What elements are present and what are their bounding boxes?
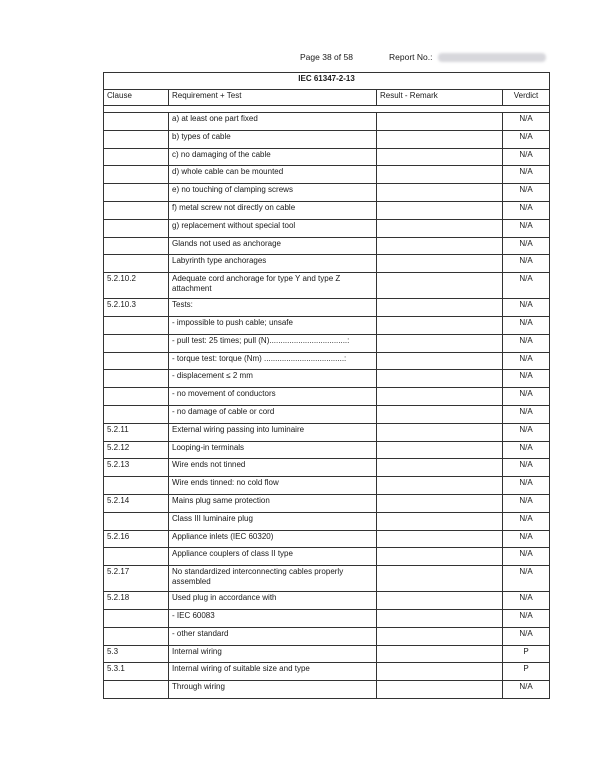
- verdict-cell: N/A: [503, 334, 550, 352]
- requirement-cell: Appliance inlets (IEC 60320): [169, 530, 377, 548]
- requirement-cell: Internal wiring of suitable size and type: [169, 663, 377, 681]
- verdict-cell: N/A: [503, 459, 550, 477]
- table-row: [104, 663, 550, 681]
- requirement-cell: - torque test: torque (Nm) ....................................:: [169, 352, 377, 370]
- clause-cell: [104, 352, 169, 370]
- spacer-row: [104, 106, 550, 113]
- verdict-cell: N/A: [503, 166, 550, 184]
- clause-cell: 5.2.18: [104, 592, 169, 610]
- verdict-cell: N/A: [503, 273, 550, 299]
- verdict-cell: N/A: [503, 477, 550, 495]
- result-cell: [377, 237, 503, 255]
- requirement-cell: - displacement ≤ 2 mm: [169, 370, 377, 388]
- verdict-cell: N/A: [503, 592, 550, 610]
- standard-title: IEC 61347-2-13: [104, 73, 550, 90]
- clause-cell: 5.3: [104, 645, 169, 663]
- table-row: [104, 299, 550, 317]
- requirement-cell: e) no touching of clamping screws: [169, 184, 377, 202]
- clause-cell: [104, 627, 169, 645]
- requirement-cell: Tests:: [169, 299, 377, 317]
- verdict-cell: N/A: [503, 299, 550, 317]
- result-cell: [377, 273, 503, 299]
- clause-cell: [104, 113, 169, 131]
- result-cell: [377, 113, 503, 131]
- table-row: [104, 494, 550, 512]
- verdict-cell: N/A: [503, 548, 550, 566]
- requirement-cell: g) replacement without special tool: [169, 219, 377, 237]
- verdict-cell: N/A: [503, 316, 550, 334]
- verdict-cell: N/A: [503, 494, 550, 512]
- clause-cell: [104, 201, 169, 219]
- table-row: [104, 334, 550, 352]
- requirement-cell: - IEC 60083: [169, 609, 377, 627]
- clause-cell: 5.2.14: [104, 494, 169, 512]
- requirement-cell: Mains plug same protection: [169, 494, 377, 512]
- verdict-cell: N/A: [503, 681, 550, 699]
- requirement-cell: Labyrinth type anchorages: [169, 255, 377, 273]
- clause-cell: 5.2.11: [104, 423, 169, 441]
- table-row: [104, 273, 550, 299]
- table-row: [104, 316, 550, 334]
- clause-cell: [104, 609, 169, 627]
- requirement-cell: a) at least one part fixed: [169, 113, 377, 131]
- test-report-table: [103, 72, 550, 699]
- result-cell: [377, 316, 503, 334]
- clause-cell: [104, 184, 169, 202]
- column-header-row: [104, 90, 550, 106]
- clause-cell: [104, 548, 169, 566]
- table-row: [104, 645, 550, 663]
- table-row: [104, 627, 550, 645]
- requirement-cell: Looping-in terminals: [169, 441, 377, 459]
- verdict-cell: N/A: [503, 512, 550, 530]
- verdict-cell: N/A: [503, 352, 550, 370]
- result-cell: [377, 477, 503, 495]
- verdict-cell: N/A: [503, 255, 550, 273]
- result-cell: [377, 627, 503, 645]
- verdict-cell: N/A: [503, 609, 550, 627]
- table-row: [104, 219, 550, 237]
- redacted-report-number: [438, 53, 546, 62]
- result-cell: [377, 388, 503, 406]
- clause-cell: [104, 316, 169, 334]
- clause-cell: [104, 130, 169, 148]
- requirement-cell: - pull test: 25 times; pull (N)...................................:: [169, 334, 377, 352]
- table-row: [104, 512, 550, 530]
- table-row: [104, 477, 550, 495]
- requirement-cell: Class III luminaire plug: [169, 512, 377, 530]
- table-row: [104, 352, 550, 370]
- result-cell: [377, 334, 503, 352]
- verdict-cell: N/A: [503, 566, 550, 592]
- table-row: [104, 184, 550, 202]
- clause-cell: [104, 166, 169, 184]
- result-cell: [377, 645, 503, 663]
- requirement-cell: Through wiring: [169, 681, 377, 699]
- clause-cell: [104, 388, 169, 406]
- table-row: [104, 566, 550, 592]
- requirement-cell: Wire ends tinned: no cold flow: [169, 477, 377, 495]
- result-cell: [377, 548, 503, 566]
- requirement-cell: Appliance couplers of class II type: [169, 548, 377, 566]
- requirement-cell: No standardized interconnecting cables properly assembled: [169, 566, 377, 592]
- table-row: [104, 423, 550, 441]
- table-row: [104, 681, 550, 699]
- result-cell: [377, 352, 503, 370]
- table-row: [104, 255, 550, 273]
- table-row: [104, 388, 550, 406]
- requirement-cell: - no movement of conductors: [169, 388, 377, 406]
- verdict-cell: N/A: [503, 219, 550, 237]
- result-cell: [377, 592, 503, 610]
- result-cell: [377, 512, 503, 530]
- verdict-cell: N/A: [503, 627, 550, 645]
- requirement-cell: - other standard: [169, 627, 377, 645]
- result-cell: [377, 148, 503, 166]
- column-header-verdict: Verdict: [503, 90, 550, 106]
- verdict-cell: P: [503, 645, 550, 663]
- verdict-cell: N/A: [503, 370, 550, 388]
- result-cell: [377, 219, 503, 237]
- requirement-cell: Wire ends not tinned: [169, 459, 377, 477]
- result-cell: [377, 681, 503, 699]
- requirement-cell: Used plug in accordance with: [169, 592, 377, 610]
- result-cell: [377, 566, 503, 592]
- table-row: [104, 405, 550, 423]
- clause-cell: [104, 405, 169, 423]
- clause-cell: [104, 148, 169, 166]
- table-row: [104, 113, 550, 131]
- result-cell: [377, 494, 503, 512]
- table-row: [104, 441, 550, 459]
- table-row: [104, 370, 550, 388]
- column-header-clause: Clause: [104, 90, 169, 106]
- verdict-cell: N/A: [503, 388, 550, 406]
- clause-cell: [104, 255, 169, 273]
- verdict-cell: N/A: [503, 423, 550, 441]
- column-header-requirement: Requirement + Test: [169, 90, 377, 106]
- result-cell: [377, 530, 503, 548]
- requirement-cell: Glands not used as anchorage: [169, 237, 377, 255]
- clause-cell: [104, 219, 169, 237]
- page-header: [0, 50, 600, 64]
- verdict-cell: N/A: [503, 405, 550, 423]
- result-cell: [377, 609, 503, 627]
- clause-cell: 5.2.17: [104, 566, 169, 592]
- clause-cell: [104, 512, 169, 530]
- requirement-cell: d) whole cable can be mounted: [169, 166, 377, 184]
- table-row: [104, 237, 550, 255]
- requirement-cell: Adequate cord anchorage for type Y and type Z attachment: [169, 273, 377, 299]
- verdict-cell: N/A: [503, 441, 550, 459]
- verdict-cell: N/A: [503, 201, 550, 219]
- verdict-cell: N/A: [503, 113, 550, 131]
- requirement-cell: c) no damaging of the cable: [169, 148, 377, 166]
- clause-cell: [104, 477, 169, 495]
- clause-cell: [104, 370, 169, 388]
- table-row: [104, 592, 550, 610]
- table-row: [104, 148, 550, 166]
- verdict-cell: P: [503, 663, 550, 681]
- result-cell: [377, 423, 503, 441]
- result-cell: [377, 166, 503, 184]
- clause-cell: 5.2.10.2: [104, 273, 169, 299]
- table-row: [104, 459, 550, 477]
- requirement-cell: Internal wiring: [169, 645, 377, 663]
- requirement-cell: External wiring passing into luminaire: [169, 423, 377, 441]
- table-row: [104, 166, 550, 184]
- verdict-cell: N/A: [503, 237, 550, 255]
- page-number: Page 38 of 58: [300, 52, 353, 62]
- result-cell: [377, 405, 503, 423]
- clause-cell: 5.3.1: [104, 663, 169, 681]
- clause-cell: 5.2.12: [104, 441, 169, 459]
- table-row: [104, 548, 550, 566]
- table-row: [104, 530, 550, 548]
- clause-cell: [104, 681, 169, 699]
- result-cell: [377, 184, 503, 202]
- result-cell: [377, 441, 503, 459]
- column-header-result: Result - Remark: [377, 90, 503, 106]
- verdict-cell: N/A: [503, 130, 550, 148]
- result-cell: [377, 130, 503, 148]
- verdict-cell: N/A: [503, 148, 550, 166]
- clause-cell: 5.2.10.3: [104, 299, 169, 317]
- requirement-cell: - impossible to push cable; unsafe: [169, 316, 377, 334]
- result-cell: [377, 255, 503, 273]
- result-cell: [377, 663, 503, 681]
- clause-cell: [104, 334, 169, 352]
- verdict-cell: N/A: [503, 184, 550, 202]
- table-row: [104, 201, 550, 219]
- result-cell: [377, 201, 503, 219]
- requirement-cell: - no damage of cable or cord: [169, 405, 377, 423]
- requirement-cell: f) metal screw not directly on cable: [169, 201, 377, 219]
- verdict-cell: N/A: [503, 530, 550, 548]
- requirement-cell: b) types of cable: [169, 130, 377, 148]
- report-number-label: Report No.:: [389, 52, 433, 62]
- table-row: [104, 130, 550, 148]
- table-title-row: [104, 73, 550, 90]
- clause-cell: [104, 237, 169, 255]
- table-row: [104, 609, 550, 627]
- clause-cell: 5.2.16: [104, 530, 169, 548]
- clause-cell: 5.2.13: [104, 459, 169, 477]
- result-cell: [377, 299, 503, 317]
- result-cell: [377, 370, 503, 388]
- result-cell: [377, 459, 503, 477]
